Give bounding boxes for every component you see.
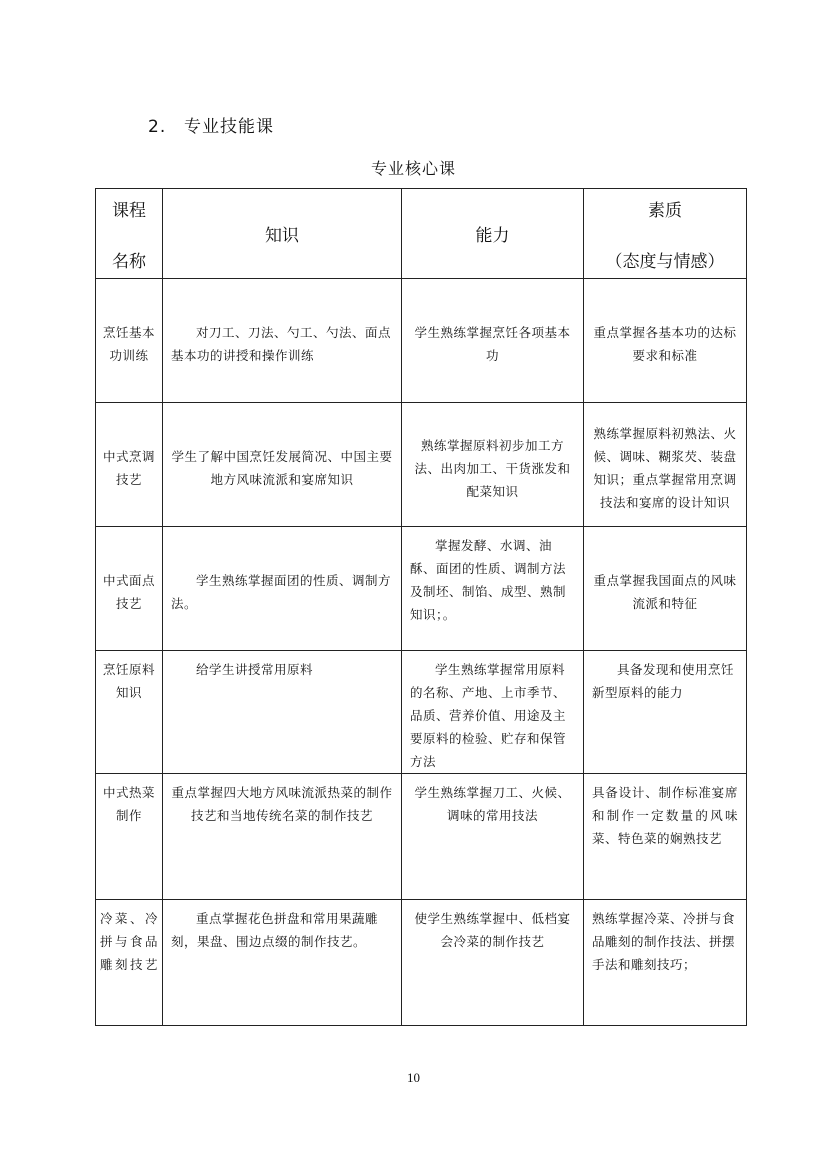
course-ability: 学生熟练掌握常用原料的名称、产地、上市季节、品质、营养价值、用途及主要原料的检验、贮存和保管方法	[402, 651, 584, 774]
header-quality-line1: 素质	[648, 200, 682, 221]
core-course-table	[95, 188, 747, 1026]
table-row	[96, 527, 747, 651]
section-heading	[148, 112, 274, 137]
course-quality: 熟练掌握原料初熟法、火候、调味、糊浆芡、装盘知识；重点掌握常用烹调技法和宴席的设计知识	[584, 403, 747, 527]
course-ability: 使学生熟练掌握中、低档宴会冷菜的制作技艺	[402, 900, 584, 1026]
course-knowledge: 重点掌握四大地方风味流派热菜的制作技艺和当地传统名菜的制作技艺	[163, 774, 402, 900]
table-caption: 专业核心课	[370, 159, 456, 178]
course-ability: 学生熟练掌握刀工、火候、调味的常用技法	[402, 774, 584, 900]
course-knowledge: 学生熟练掌握面团的性质、调制方法。	[163, 527, 402, 651]
course-ability: 学生熟练掌握烹饪各项基本功	[402, 279, 584, 403]
course-ability: 熟练掌握原料初步加工方法、出肉加工、干货涨发和配菜知识	[402, 403, 584, 527]
course-quality: 具备发现和使用烹饪新型原料的能力	[584, 651, 747, 774]
page-number: 10	[407, 1070, 420, 1085]
table-row	[96, 900, 747, 1026]
table-row	[96, 279, 747, 403]
course-knowledge: 对刀工、刀法、勺工、勺法、面点基本功的讲授和操作训练	[163, 279, 402, 403]
course-ability: 掌握发酵、水调、油酥、面团的性质、调制方法及制坯、制馅、成型、熟制知识；。	[402, 527, 584, 651]
table-row	[96, 774, 747, 900]
header-knowledge: 知识	[163, 189, 402, 279]
header-course-name	[96, 189, 163, 279]
course-name: 中式面点技艺	[96, 527, 163, 651]
header-ability: 能力	[402, 189, 584, 279]
header-quality	[584, 189, 747, 279]
course-quality: 熟练掌握冷菜、冷拼与食品雕刻的制作技法、拼摆手法和雕刻技巧；	[584, 900, 747, 1026]
header-name-line1: 课程	[112, 200, 146, 221]
section-title: 专业技能课	[184, 117, 274, 137]
table-row	[96, 651, 747, 774]
course-knowledge: 给学生讲授常用原料	[163, 651, 402, 774]
table-row	[96, 403, 747, 527]
course-quality: 重点掌握我国面点的风味流派和特征	[584, 527, 747, 651]
course-knowledge: 学生了解中国烹饪发展简况、中国主要地方风味流派和宴席知识	[163, 403, 402, 527]
course-quality: 具备设计、制作标准宴席和制作一定数量的风味菜、特色菜的娴熟技艺	[584, 774, 747, 900]
course-name: 烹饪基本功训练	[96, 279, 163, 403]
course-name: 冷菜、冷拼与食品雕刻技艺	[96, 900, 163, 1026]
course-quality: 重点掌握各基本功的达标要求和标准	[584, 279, 747, 403]
course-name: 中式烹调技艺	[96, 403, 163, 527]
table-header-row	[96, 189, 747, 279]
header-quality-line2: （态度与情感）	[605, 251, 725, 272]
course-knowledge: 重点掌握花色拼盘和常用果蔬雕刻，果盘、围边点缀的制作技艺。	[163, 900, 402, 1026]
section-number: 2.	[148, 117, 167, 137]
course-name: 烹饪原料知识	[96, 651, 163, 774]
course-name: 中式热菜制作	[96, 774, 163, 900]
header-name-line2: 名称	[112, 251, 146, 272]
